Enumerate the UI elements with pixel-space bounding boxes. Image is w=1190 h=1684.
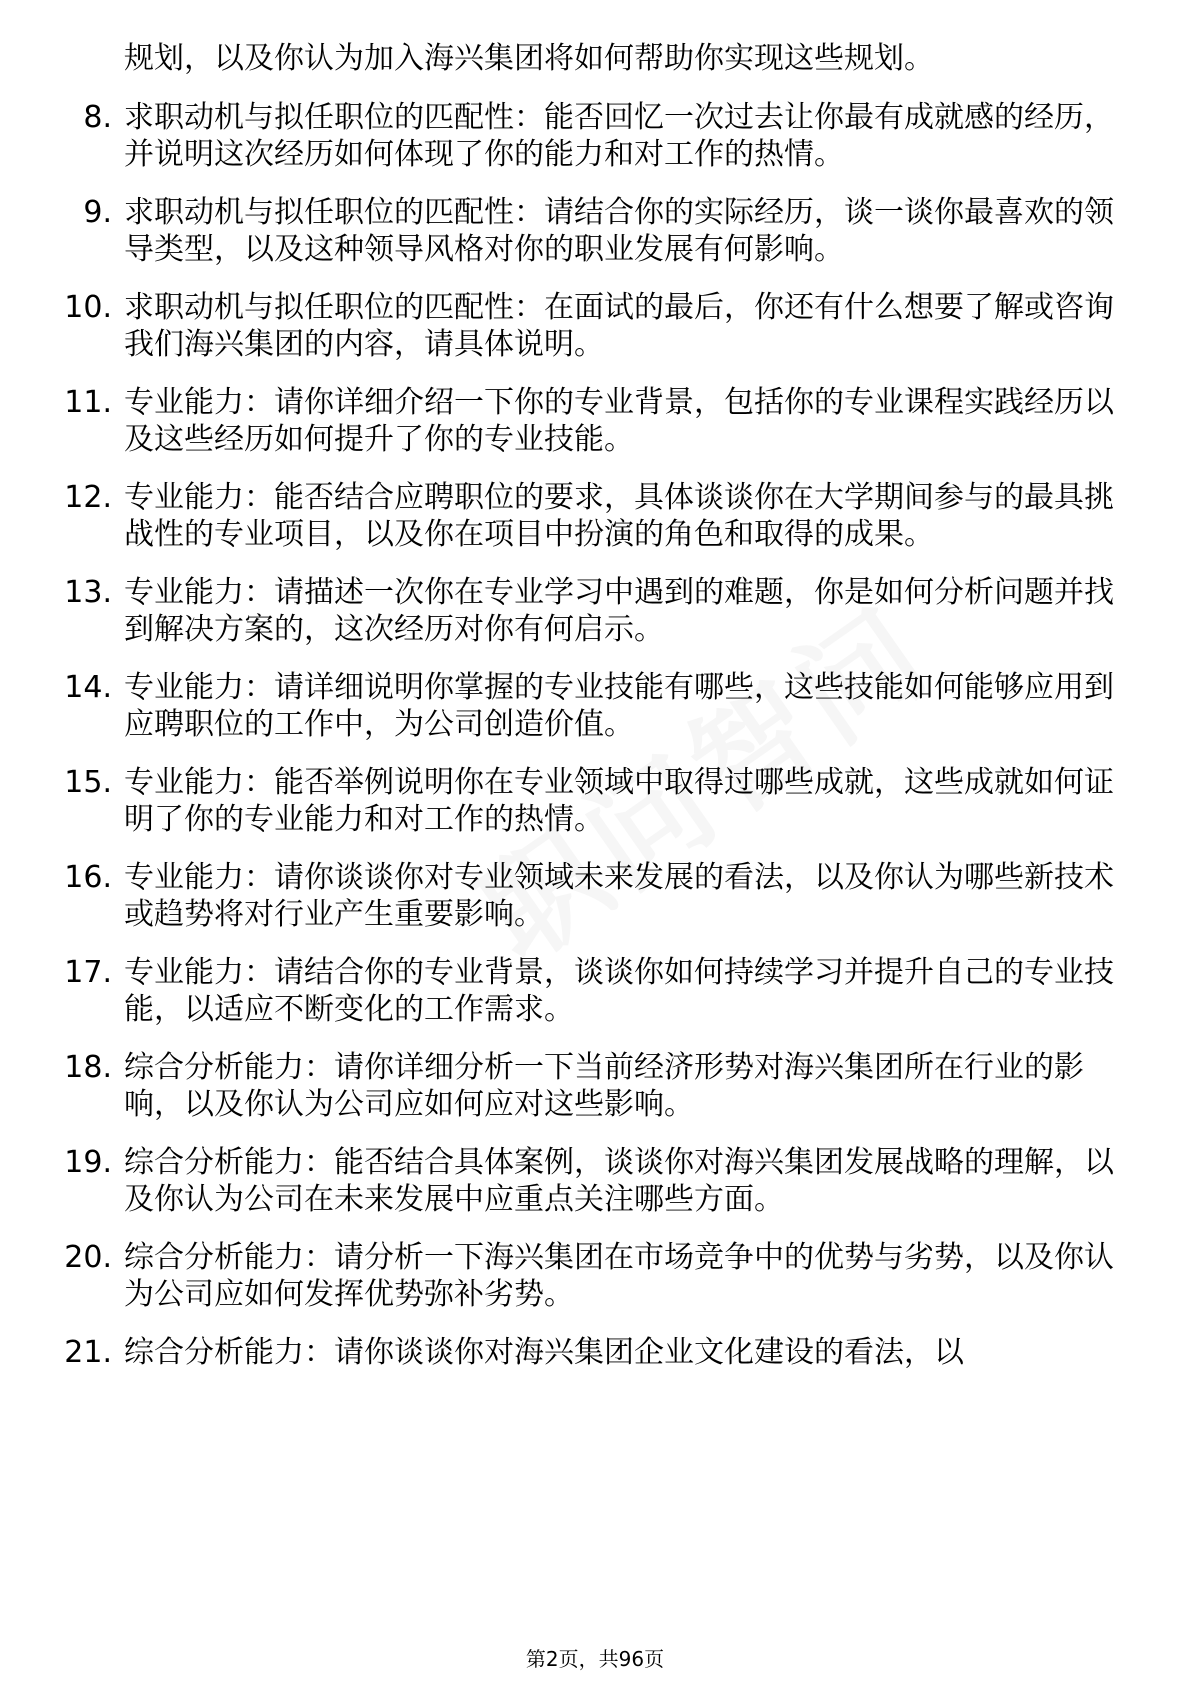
question-item	[0, 764, 1190, 838]
question-item	[0, 1239, 1190, 1313]
continuation-text: 规划，以及你认为加入海兴集团将如何帮助你实现这些规划。	[124, 41, 934, 76]
question-number: 16.	[64, 860, 112, 895]
question-number: 10.	[64, 290, 112, 325]
question-text: 专业能力：能否结合应聘职位的要求，具体谈谈你在大学期间参与的最具挑战性的专业项目，以及你在项目中扮演的角色和取得的成果。	[124, 480, 1114, 552]
question-item	[0, 384, 1190, 458]
question-item	[0, 669, 1190, 743]
question-text: 专业能力：请你详细介绍一下你的专业背景，包括你的专业课程实践经历以及这些经历如何提升了你的专业技能。	[124, 385, 1114, 457]
question-item	[0, 574, 1190, 648]
question-number: 21.	[64, 1335, 112, 1370]
question-item	[0, 194, 1190, 268]
question-number: 18.	[64, 1050, 112, 1085]
question-text: 专业能力：能否举例说明你在专业领域中取得过哪些成就，这些成就如何证明了你的专业能力和对工作的热情。	[124, 765, 1114, 837]
question-number: 20.	[64, 1240, 112, 1275]
question-item	[0, 1144, 1190, 1218]
question-text: 专业能力：请描述一次你在专业学习中遇到的难题，你是如何分析问题并找到解决方案的，这次经历对你有何启示。	[124, 575, 1114, 647]
question-number: 13.	[64, 575, 112, 610]
question-text: 求职动机与拟任职位的匹配性：请结合你的实际经历，谈一谈你最喜欢的领导类型，以及这种领导风格对你的职业发展有何影响。	[124, 195, 1114, 267]
question-item	[0, 99, 1190, 173]
question-text: 求职动机与拟任职位的匹配性：在面试的最后，你还有什么想要了解或咨询我们海兴集团的内容，请具体说明。	[124, 290, 1114, 362]
question-item	[0, 954, 1190, 1028]
question-number: 11.	[64, 385, 112, 420]
question-number: 12.	[64, 480, 112, 515]
question-text: 专业能力：请结合你的专业背景，谈谈你如何持续学习并提升自己的专业技能，以适应不断变化的工作需求。	[124, 955, 1114, 1027]
question-number: 14.	[64, 670, 112, 705]
question-text: 求职动机与拟任职位的匹配性：能否回忆一次过去让你最有成就感的经历，并说明这次经历如何体现了你的能力和对工作的热情。	[124, 100, 1114, 172]
question-item	[0, 1049, 1190, 1123]
question-text: 综合分析能力：能否结合具体案例，谈谈你对海兴集团发展战略的理解，以及你认为公司在未来发展中应重点关注哪些方面。	[124, 1145, 1114, 1217]
question-text: 专业能力：请你谈谈你对专业领域未来发展的看法，以及你认为哪些新技术或趋势将对行业产生重要影响。	[124, 860, 1114, 932]
question-number: 15.	[64, 765, 112, 800]
question-item	[0, 479, 1190, 553]
question-item	[0, 1334, 1190, 1371]
question-text: 专业能力：请详细说明你掌握的专业技能有哪些，这些技能如何能够应用到应聘职位的工作中，为公司创造价值。	[124, 670, 1114, 742]
page-footer: 第2页，共96页	[525, 1647, 665, 1671]
question-text: 综合分析能力：请你详细分析一下当前经济形势对海兴集团所在行业的影响，以及你认为公司应如何应对这些影响。	[124, 1050, 1084, 1122]
question-text: 综合分析能力：请你谈谈你对海兴集团企业文化建设的看法，以	[124, 1335, 964, 1370]
question-number: 19.	[64, 1145, 112, 1180]
question-number: 17.	[64, 955, 112, 990]
question-item	[0, 289, 1190, 363]
question-text: 综合分析能力：请分析一下海兴集团在市场竞争中的优势与劣势，以及你认为公司应如何发挥优势弥补劣势。	[124, 1240, 1114, 1312]
question-list	[0, 40, 1190, 1392]
question-number: 8.	[83, 100, 112, 135]
question-number: 9.	[83, 195, 112, 230]
question-item	[0, 859, 1190, 933]
